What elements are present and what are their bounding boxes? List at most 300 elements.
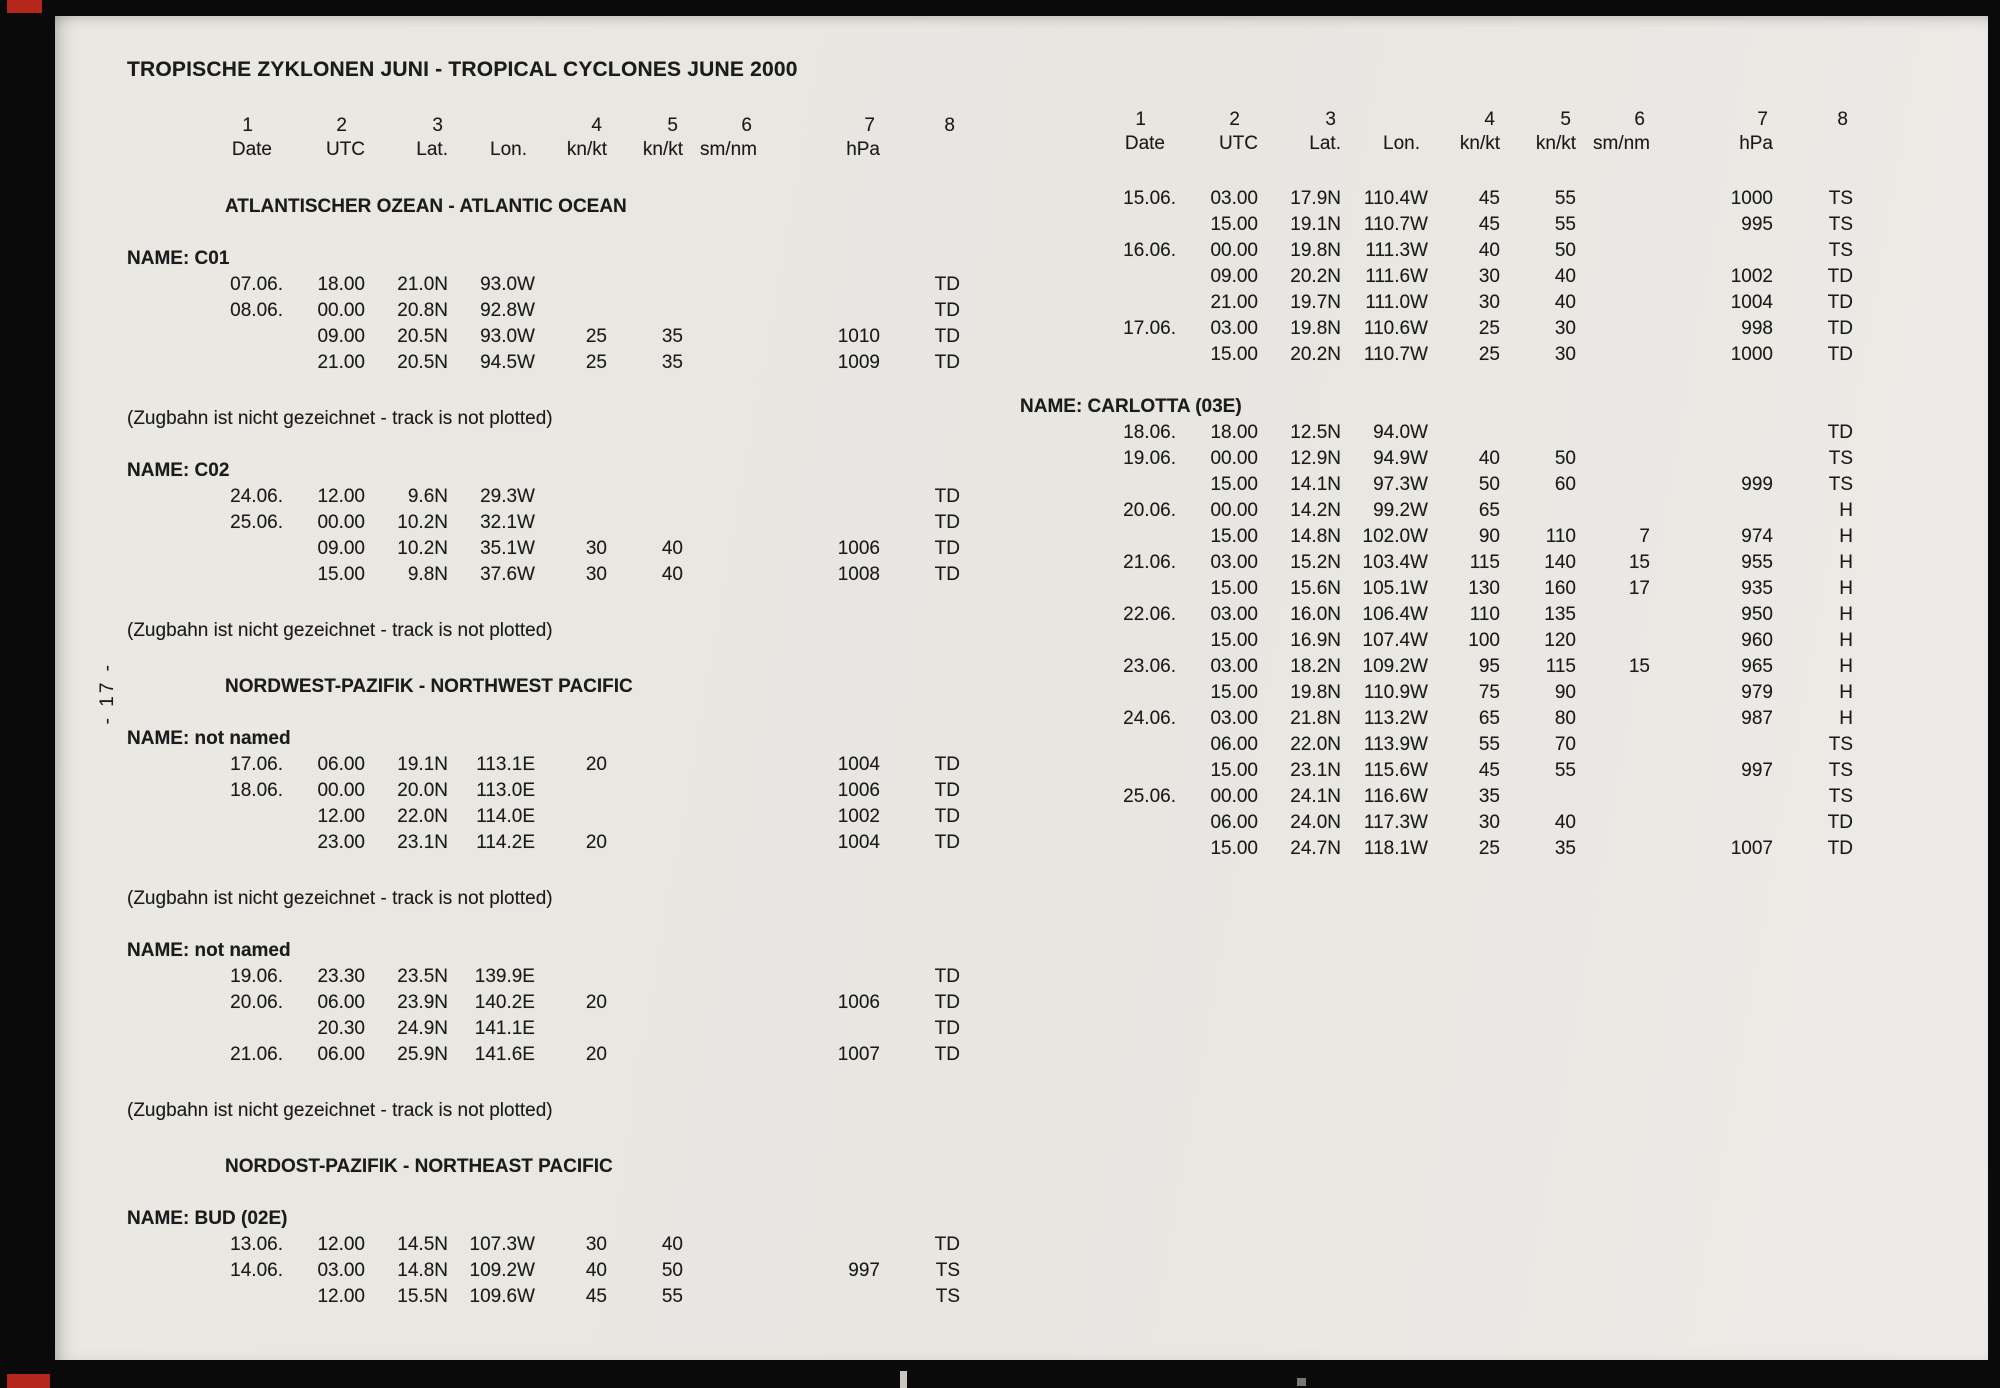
table-row xyxy=(1020,602,1860,628)
cell-latitude: 22.0N xyxy=(1290,734,1341,755)
cell-category: TD xyxy=(934,486,960,507)
cell-pressure-hpa xyxy=(1650,732,1773,758)
cell-category: TD xyxy=(934,326,960,347)
table-row xyxy=(127,964,967,990)
cell-wind-kn: 45 xyxy=(1478,760,1500,781)
cell-date xyxy=(1020,810,1176,836)
cell-wind-kt: 90 xyxy=(1554,682,1576,703)
cell-utc: 15.00 xyxy=(1210,682,1258,703)
cell-pressure-hpa xyxy=(757,964,880,990)
column-number: 5 xyxy=(1560,109,1571,130)
cell-pressure-hpa xyxy=(757,1232,880,1258)
cell-category: TD xyxy=(1827,812,1853,833)
column-number: 8 xyxy=(944,115,955,136)
cell-wind-kn: 30 xyxy=(585,538,607,559)
cell-pressure-hpa: 1000 xyxy=(1730,188,1773,209)
cell-latitude: 23.5N xyxy=(397,966,448,987)
cell-latitude: 19.8N xyxy=(1290,318,1341,339)
cell-date xyxy=(1020,628,1176,654)
cell-date xyxy=(1020,342,1176,368)
cell-date: 20.06. xyxy=(230,992,283,1013)
cell-latitude: 23.9N xyxy=(397,992,448,1013)
cell-longitude: 115.6W xyxy=(1363,760,1428,781)
cell-longitude: 113.1E xyxy=(476,754,535,775)
cell-latitude: 15.6N xyxy=(1290,578,1341,599)
cell-category: H xyxy=(1839,630,1853,651)
cell-pressure-hpa: 1006 xyxy=(837,780,880,801)
table-row xyxy=(127,510,967,536)
cell-category: H xyxy=(1839,552,1853,573)
cell-category: H xyxy=(1839,682,1853,703)
cell-longitude: 111.6W xyxy=(1365,266,1428,287)
cell-latitude: 10.2N xyxy=(397,538,448,559)
column-number: 5 xyxy=(667,115,678,136)
cell-utc: 06.00 xyxy=(1210,734,1258,755)
cell-utc: 15.00 xyxy=(1210,838,1258,859)
cell-latitude: 20.2N xyxy=(1290,266,1341,287)
cell-wind-kn: 40 xyxy=(1478,240,1500,261)
cell-date xyxy=(1020,264,1176,290)
cell-wind-kt: 70 xyxy=(1554,734,1576,755)
cell-latitude: 16.9N xyxy=(1290,630,1341,651)
cell-latitude: 14.8N xyxy=(1290,526,1341,547)
cell-pressure-hpa: 1007 xyxy=(837,1044,880,1065)
cell-date: 17.06. xyxy=(230,754,283,775)
cell-wind-kt: 40 xyxy=(1554,292,1576,313)
cell-pressure-hpa xyxy=(757,272,880,298)
cell-distance-sm-nm xyxy=(1576,290,1650,316)
cell-category: TD xyxy=(934,754,960,775)
cell-date xyxy=(127,536,283,562)
table-row xyxy=(1020,732,1860,758)
cell-pressure-hpa: 987 xyxy=(1741,708,1773,729)
cell-category: TD xyxy=(934,780,960,801)
table-row xyxy=(127,1258,967,1284)
cell-latitude: 24.9N xyxy=(397,1018,448,1039)
cell-date xyxy=(1020,524,1176,550)
column-label: kn/kt xyxy=(1535,133,1576,154)
cell-date: 08.06. xyxy=(230,300,283,321)
cell-utc: 06.00 xyxy=(317,992,365,1013)
cell-distance-sm-nm xyxy=(1576,186,1650,212)
cell-wind-kn: 30 xyxy=(585,564,607,585)
cell-wind-kn: 40 xyxy=(1478,448,1500,469)
cell-wind-kt: 50 xyxy=(661,1260,683,1281)
cell-distance-sm-nm: 17 xyxy=(1628,578,1650,599)
column-label: sm/nm xyxy=(700,139,757,160)
cell-latitude: 24.7N xyxy=(1290,838,1341,859)
cell-wind-kt: 40 xyxy=(1554,266,1576,287)
cell-distance-sm-nm xyxy=(1576,784,1650,810)
cell-date: 17.06. xyxy=(1123,318,1176,339)
track-note: (Zugbahn ist nicht gezeichnet - track is not plotted) xyxy=(127,888,553,909)
cell-distance-sm-nm xyxy=(1576,758,1650,784)
cell-wind-kn: 25 xyxy=(1478,318,1500,339)
cell-wind-kt xyxy=(607,804,683,830)
cell-utc: 12.00 xyxy=(317,1234,365,1255)
cell-wind-kn: 20 xyxy=(585,832,607,853)
table-row xyxy=(1020,654,1860,680)
cell-distance-sm-nm: 15 xyxy=(1628,656,1650,677)
column-number: 4 xyxy=(591,115,602,136)
cell-wind-kn: 75 xyxy=(1478,682,1500,703)
table-row xyxy=(127,830,967,856)
document-page xyxy=(55,16,1988,1360)
column-number xyxy=(448,114,535,138)
cell-distance-sm-nm xyxy=(683,1042,757,1068)
cell-longitude: 114.0E xyxy=(476,806,535,827)
cell-longitude: 105.1W xyxy=(1362,578,1428,599)
cell-distance-sm-nm xyxy=(683,1284,757,1310)
cell-latitude: 14.2N xyxy=(1290,500,1341,521)
cell-wind-kt xyxy=(607,298,683,324)
cell-wind-kt xyxy=(607,990,683,1016)
cell-date: 22.06. xyxy=(1123,604,1176,625)
cell-latitude: 14.5N xyxy=(397,1234,448,1255)
column-numbers-row xyxy=(127,114,967,138)
cell-wind-kn: 25 xyxy=(585,352,607,373)
cell-pressure-hpa xyxy=(1650,420,1773,446)
cell-utc: 03.00 xyxy=(1210,604,1258,625)
cell-wind-kt: 35 xyxy=(661,326,683,347)
cell-wind-kt xyxy=(607,752,683,778)
cell-latitude: 15.2N xyxy=(1290,552,1341,573)
ocean-section-heading: NORDOST-PAZIFIK - NORTHEAST PACIFIC xyxy=(225,1156,613,1177)
cell-pressure-hpa: 1004 xyxy=(837,832,880,853)
cell-distance-sm-nm xyxy=(1576,836,1650,862)
cell-latitude: 20.5N xyxy=(397,326,448,347)
scan-tick-bottom-right xyxy=(1297,1378,1306,1386)
cell-pressure-hpa: 997 xyxy=(848,1260,880,1281)
cell-pressure-hpa: 960 xyxy=(1741,630,1773,651)
cell-latitude: 19.1N xyxy=(397,754,448,775)
cell-date xyxy=(1020,290,1176,316)
cell-distance-sm-nm xyxy=(1576,602,1650,628)
cell-wind-kt: 55 xyxy=(1554,188,1576,209)
scan-red-mark-top-left xyxy=(7,0,42,13)
cell-pressure-hpa xyxy=(1650,498,1773,524)
cell-latitude: 9.6N xyxy=(407,486,448,507)
cell-wind-kt: 55 xyxy=(661,1286,683,1307)
cell-wind-kt: 120 xyxy=(1544,630,1576,651)
cell-wind-kt: 50 xyxy=(1554,240,1576,261)
cell-distance-sm-nm xyxy=(1576,420,1650,446)
cell-utc: 00.00 xyxy=(317,300,365,321)
cell-wind-kn: 95 xyxy=(1478,656,1500,677)
cell-distance-sm-nm xyxy=(1576,316,1650,342)
cell-category: H xyxy=(1839,708,1853,729)
column-number: 6 xyxy=(1634,109,1645,130)
cell-pressure-hpa: 1002 xyxy=(1730,266,1773,287)
column-label: Lat. xyxy=(1309,133,1341,154)
cell-longitude: 111.3W xyxy=(1365,240,1428,261)
cell-wind-kt: 55 xyxy=(1554,214,1576,235)
cell-wind-kn: 20 xyxy=(585,992,607,1013)
cell-latitude: 10.2N xyxy=(397,512,448,533)
cell-wind-kt: 40 xyxy=(661,538,683,559)
cell-wind-kt: 55 xyxy=(1554,760,1576,781)
cell-date xyxy=(1020,836,1176,862)
cell-category: H xyxy=(1839,526,1853,547)
page-title: TROPISCHE ZYKLONEN JUNI - TROPICAL CYCLONES JUNE 2000 xyxy=(127,58,798,81)
cell-distance-sm-nm xyxy=(683,298,757,324)
cell-pressure-hpa xyxy=(757,1284,880,1310)
cell-longitude: 111.0W xyxy=(1365,292,1428,313)
column-number: 1 xyxy=(1135,109,1146,130)
column-label xyxy=(880,138,960,164)
cell-latitude: 21.8N xyxy=(1290,708,1341,729)
cell-wind-kn xyxy=(535,964,607,990)
storm-track-table xyxy=(127,1232,967,1310)
cell-category: H xyxy=(1839,500,1853,521)
cell-utc: 23.00 xyxy=(317,832,365,853)
cell-longitude: 116.6W xyxy=(1363,786,1428,807)
cell-pressure-hpa xyxy=(757,510,880,536)
cell-date: 14.06. xyxy=(230,1260,283,1281)
cell-longitude: 99.2W xyxy=(1373,500,1428,521)
cell-category: TS xyxy=(1828,448,1853,469)
cell-pressure-hpa: 1004 xyxy=(837,754,880,775)
table-row xyxy=(1020,472,1860,498)
cell-date: 25.06. xyxy=(1123,786,1176,807)
column-number: 4 xyxy=(1484,109,1495,130)
cell-category: TD xyxy=(934,806,960,827)
cell-category: TD xyxy=(1827,318,1853,339)
cell-distance-sm-nm xyxy=(1576,342,1650,368)
cell-wind-kt xyxy=(607,830,683,856)
cell-wind-kn: 25 xyxy=(585,326,607,347)
table-row xyxy=(1020,524,1860,550)
cell-distance-sm-nm xyxy=(1576,732,1650,758)
cell-utc: 09.00 xyxy=(317,326,365,347)
cell-longitude: 94.0W xyxy=(1373,422,1428,443)
column-label xyxy=(1773,132,1853,158)
cell-pressure-hpa: 1004 xyxy=(1730,292,1773,313)
cell-longitude: 110.9W xyxy=(1363,682,1428,703)
table-row xyxy=(127,990,967,1016)
cell-date xyxy=(1020,680,1176,706)
cell-utc: 23.30 xyxy=(317,966,365,987)
cell-wind-kn: 40 xyxy=(585,1260,607,1281)
cell-latitude: 22.0N xyxy=(397,806,448,827)
cell-wind-kn: 100 xyxy=(1468,630,1500,651)
cell-wind-kn: 130 xyxy=(1468,578,1500,599)
cell-wind-kn xyxy=(535,510,607,536)
cell-pressure-hpa: 1000 xyxy=(1730,344,1773,365)
cell-wind-kt xyxy=(607,1016,683,1042)
ocean-section-heading: NORDWEST-PAZIFIK - NORTHWEST PACIFIC xyxy=(225,676,633,697)
cell-pressure-hpa: 1006 xyxy=(837,992,880,1013)
cell-longitude: 140.2E xyxy=(474,992,535,1013)
cell-utc: 03.00 xyxy=(1210,318,1258,339)
cell-longitude: 113.2W xyxy=(1363,708,1428,729)
cell-wind-kt xyxy=(607,778,683,804)
storm-name-heading: NAME: CARLOTTA (03E) xyxy=(1020,396,1242,417)
cell-distance-sm-nm xyxy=(1576,446,1650,472)
cell-longitude: 110.6W xyxy=(1363,318,1428,339)
cell-category: TD xyxy=(934,966,960,987)
table-row xyxy=(1020,290,1860,316)
cell-category: TS xyxy=(1828,474,1853,495)
cell-date: 07.06. xyxy=(230,274,283,295)
cell-wind-kt: 80 xyxy=(1554,708,1576,729)
cell-wind-kn: 20 xyxy=(585,1044,607,1065)
cell-pressure-hpa xyxy=(757,484,880,510)
cell-latitude: 20.8N xyxy=(397,300,448,321)
cell-utc: 20.30 xyxy=(317,1018,365,1039)
cell-date: 13.06. xyxy=(230,1234,283,1255)
cell-distance-sm-nm xyxy=(1576,706,1650,732)
cell-wind-kn xyxy=(535,298,607,324)
column-label: UTC xyxy=(1218,133,1258,154)
cell-distance-sm-nm xyxy=(683,804,757,830)
table-column-left xyxy=(127,114,967,1310)
column-number: 2 xyxy=(336,115,347,136)
cell-wind-kn: 30 xyxy=(1478,292,1500,313)
cell-category: H xyxy=(1839,578,1853,599)
cell-wind-kt xyxy=(607,484,683,510)
column-labels-row xyxy=(1020,132,1860,158)
column-number: 6 xyxy=(741,115,752,136)
cell-longitude: 109.2W xyxy=(1362,656,1428,677)
cell-utc: 18.00 xyxy=(1210,422,1258,443)
table-row xyxy=(1020,758,1860,784)
cell-date xyxy=(127,1284,283,1310)
column-label: Lon. xyxy=(490,139,527,160)
cell-latitude: 23.1N xyxy=(1290,760,1341,781)
cell-date xyxy=(127,804,283,830)
cell-wind-kt: 135 xyxy=(1544,604,1576,625)
cell-pressure-hpa: 979 xyxy=(1741,682,1773,703)
cell-wind-kn: 65 xyxy=(1478,500,1500,521)
cell-utc: 15.00 xyxy=(1210,578,1258,599)
table-row xyxy=(127,1284,967,1310)
cell-category: TD xyxy=(1827,266,1853,287)
cell-category: TD xyxy=(934,832,960,853)
cell-wind-kn xyxy=(535,1016,607,1042)
cell-longitude: 92.8W xyxy=(480,300,535,321)
cell-longitude: 29.3W xyxy=(480,486,535,507)
table-row xyxy=(127,1232,967,1258)
cell-category: TD xyxy=(1827,292,1853,313)
cell-pressure-hpa: 998 xyxy=(1741,318,1773,339)
cell-date: 24.06. xyxy=(230,486,283,507)
cell-pressure-hpa: 1009 xyxy=(837,352,880,373)
ocean-section-heading: ATLANTISCHER OZEAN - ATLANTIC OCEAN xyxy=(225,196,627,217)
cell-utc: 03.00 xyxy=(1210,708,1258,729)
column-label: kn/kt xyxy=(566,139,607,160)
cell-wind-kn: 90 xyxy=(1478,526,1500,547)
cell-category: H xyxy=(1839,656,1853,677)
cell-utc: 00.00 xyxy=(1210,448,1258,469)
cell-category: TD xyxy=(934,538,960,559)
cell-longitude: 109.6W xyxy=(469,1286,535,1307)
table-row xyxy=(127,298,967,324)
cell-pressure-hpa xyxy=(757,1016,880,1042)
cell-date: 18.06. xyxy=(230,780,283,801)
cell-latitude: 20.0N xyxy=(397,780,448,801)
scan-red-mark-bottom-left xyxy=(7,1374,50,1388)
cell-longitude: 94.9W xyxy=(1373,448,1428,469)
cell-date xyxy=(1020,472,1176,498)
cell-pressure-hpa: 999 xyxy=(1741,474,1773,495)
cell-latitude: 21.0N xyxy=(397,274,448,295)
storm-track-table xyxy=(1020,186,1860,368)
cell-wind-kn: 110 xyxy=(1469,604,1500,625)
cell-category: TD xyxy=(1827,344,1853,365)
column-number xyxy=(1341,108,1428,132)
cell-wind-kt: 50 xyxy=(1554,448,1576,469)
cell-latitude: 19.8N xyxy=(1290,240,1341,261)
cell-distance-sm-nm xyxy=(1576,810,1650,836)
cell-utc: 12.00 xyxy=(317,806,365,827)
cell-wind-kt: 35 xyxy=(1554,838,1576,859)
cell-utc: 03.00 xyxy=(1210,552,1258,573)
cell-distance-sm-nm: 7 xyxy=(1639,526,1650,547)
cell-category: TD xyxy=(934,1018,960,1039)
cell-category: TS xyxy=(1828,214,1853,235)
cell-distance-sm-nm xyxy=(683,990,757,1016)
cell-wind-kt: 30 xyxy=(1554,318,1576,339)
column-number: 3 xyxy=(432,115,443,136)
track-note: (Zugbahn ist nicht gezeichnet - track is not plotted) xyxy=(127,1100,553,1121)
cell-utc: 15.00 xyxy=(1210,526,1258,547)
cell-utc: 21.00 xyxy=(1210,292,1258,313)
cell-utc: 06.00 xyxy=(317,754,365,775)
cell-wind-kn: 45 xyxy=(585,1286,607,1307)
cell-distance-sm-nm xyxy=(683,1232,757,1258)
column-label: Date xyxy=(231,139,272,160)
cell-category: TD xyxy=(934,1234,960,1255)
cell-category: TD xyxy=(1827,838,1853,859)
table-row xyxy=(127,752,967,778)
table-row xyxy=(127,778,967,804)
cell-utc: 00.00 xyxy=(317,780,365,801)
column-number: 2 xyxy=(1229,109,1240,130)
cell-wind-kn: 65 xyxy=(1478,708,1500,729)
cell-wind-kt: 40 xyxy=(661,564,683,585)
cell-latitude: 17.9N xyxy=(1290,188,1341,209)
cell-distance-sm-nm xyxy=(683,484,757,510)
cell-distance-sm-nm xyxy=(683,562,757,588)
table-row xyxy=(1020,186,1860,212)
cell-longitude: 117.3W xyxy=(1363,812,1428,833)
cell-latitude: 16.0N xyxy=(1290,604,1341,625)
table-row xyxy=(127,324,967,350)
column-label: UTC xyxy=(325,139,365,160)
storm-track-table xyxy=(1020,420,1860,862)
cell-longitude: 141.1E xyxy=(474,1018,535,1039)
cell-distance-sm-nm xyxy=(683,1016,757,1042)
cell-category: TD xyxy=(1827,422,1853,443)
cell-wind-kt: 40 xyxy=(661,1234,683,1255)
column-label: kn/kt xyxy=(1459,133,1500,154)
cell-category: TS xyxy=(935,1286,960,1307)
cell-longitude: 94.5W xyxy=(480,352,535,373)
cell-date: 25.06. xyxy=(230,512,283,533)
cell-longitude: 139.9E xyxy=(474,966,535,987)
table-row xyxy=(1020,316,1860,342)
table-row xyxy=(1020,212,1860,238)
cell-latitude: 23.1N xyxy=(397,832,448,853)
cell-date xyxy=(127,830,283,856)
cell-utc: 00.00 xyxy=(1210,500,1258,521)
cell-wind-kn xyxy=(535,484,607,510)
column-number: 7 xyxy=(1757,109,1768,130)
cell-utc: 15.00 xyxy=(1210,474,1258,495)
cell-longitude: 113.0E xyxy=(476,780,535,801)
cell-distance-sm-nm: 15 xyxy=(1628,552,1650,573)
